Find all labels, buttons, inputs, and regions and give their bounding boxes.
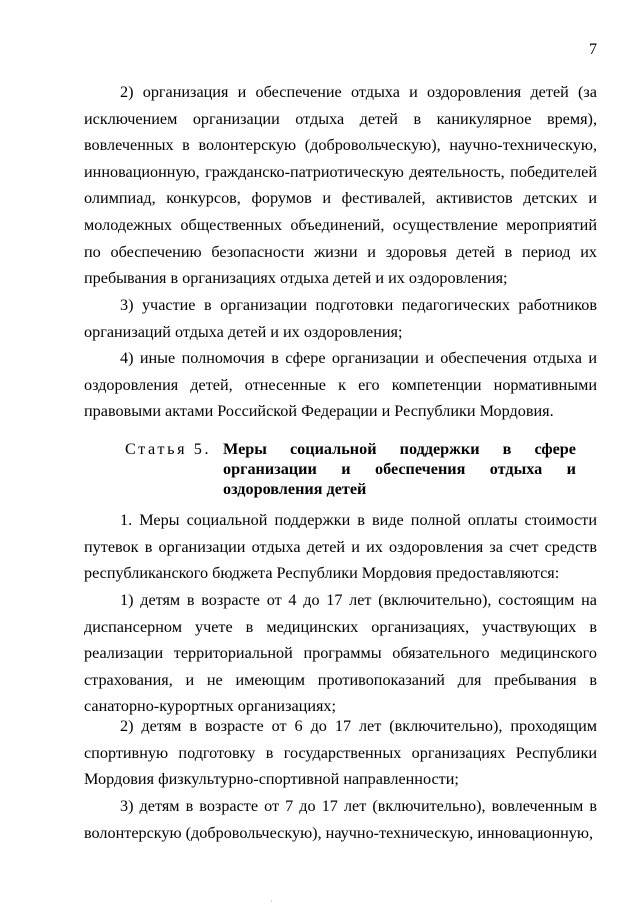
article-label: Статья 5. <box>125 440 212 458</box>
paragraph-subitem-3: 3) детям в возрасте от 7 до 17 лет (включительно), вовлеченным в волонтерскую (добровольческую), научно-техническую, инновационную, <box>84 797 597 842</box>
article-title: Меры социальной поддержки в сфере организации и обеспечения отдыха и оздоровления детей <box>223 440 576 498</box>
paragraph-item-3: 3) участие в организации подготовки педагогических работников организаций отдыха детей и их оздоровления; <box>84 296 597 341</box>
paragraph-subitem-2: 2) детям в возрасте от 6 до 17 лет (включительно), проходящим спортивную подготовку в государственных организациях Республики Мордовия физкультурно-спортивной направленности; <box>84 717 597 789</box>
paragraph-item-2: 2) организация и обеспечение отдыха и оздоровления детей (за исключением организации отдыха детей в каникулярное время), вовлеченных в волонтерскую (добровольческую), научно-техническую, инновационную, гражданско-патриотическую деятельность, победителей олимпиад, конкурсов, форумов и фестивалей, активистов детских и молодежных общественных объединений, осуществление мероприятий по обеспечению безопасности жизни и здоровья детей в период их пребывания в организациях отдыха детей и их оздоровления; <box>84 83 597 288</box>
scan-mark: · <box>270 897 273 906</box>
paragraph-item-4: 4) иные полномочия в сфере организации и обеспечения отдыха и оздоровления детей, отнесенные к его компетенции нормативными правовыми актами Российской Федерации и Республики Мордовия. <box>84 349 597 421</box>
page-number: 7 <box>589 41 597 58</box>
paragraph-clause-1: 1. Меры социальной поддержки в виде полной оплаты стоимости путевок в организации отдыха детей и их оздоровления за счет средств республиканского бюджета Республики Мордовия предоставляются: <box>84 511 597 583</box>
paragraph-subitem-1: 1) детям в возрасте от 4 до 17 лет (включительно), состоящим на диспансерном учете в медицинских организациях, участвующих в реализации территориальной программы обязательного медицинского страхования, и не имеющим противопоказаний для пребывания в санаторно-курортных организациях; <box>84 591 597 716</box>
